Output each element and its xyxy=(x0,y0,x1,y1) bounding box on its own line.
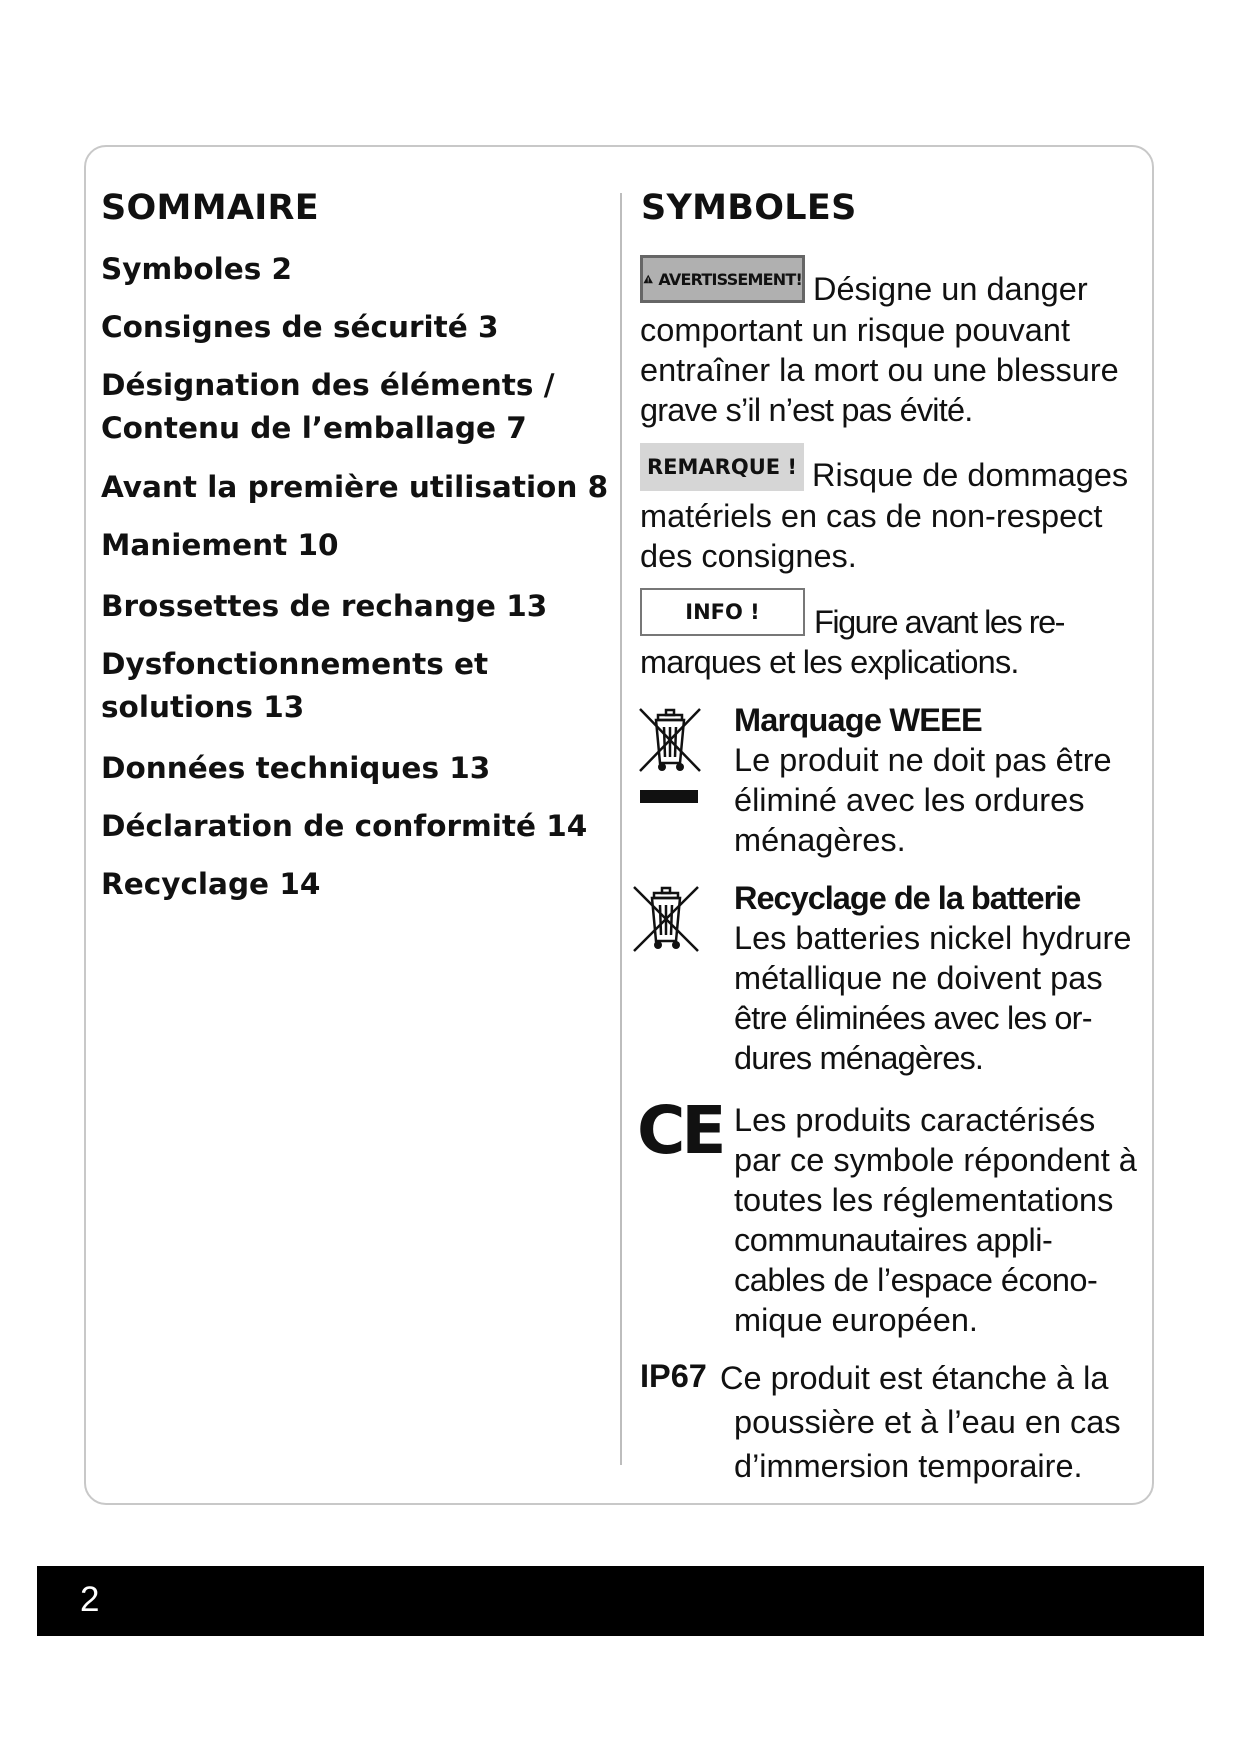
toc-item[interactable]: Dysfonctionnements et solutions 13 xyxy=(101,647,489,724)
battery-text-line3: être éliminées avec les or- xyxy=(734,1000,1092,1036)
toc-title: SOMMAIRE xyxy=(101,188,319,228)
battery-text-line1: Les batteries nickel hydrure xyxy=(734,920,1132,956)
ce-text-line5: cables de l’espace écono- xyxy=(734,1262,1098,1298)
toc-item[interactable]: Données techniques 13 xyxy=(101,751,491,785)
toc-item[interactable]: Recyclage 14 xyxy=(101,867,321,901)
toc-item[interactable]: Symboles 2 xyxy=(101,252,293,286)
info-badge: INFO ! xyxy=(640,588,805,636)
footer-bar xyxy=(37,1566,1204,1636)
warning-text-line1: Désigne un danger xyxy=(813,271,1088,307)
toc-item[interactable]: Déclaration de conformité 14 xyxy=(101,809,588,843)
note-text-line3: des consignes. xyxy=(640,538,857,574)
battery-bin-icon xyxy=(630,883,702,955)
warning-text-line2: comportant un risque pouvant xyxy=(640,312,1070,348)
ce-text-line1: Les produits caractérisés xyxy=(734,1102,1096,1138)
ip67-section xyxy=(720,1356,1150,1488)
crossed-bin-icon xyxy=(636,705,704,775)
ce-text-line6: mique européen. xyxy=(734,1302,978,1338)
note-text-line1: Risque de dommages xyxy=(812,457,1129,493)
ip67-label: IP67 xyxy=(640,1358,707,1394)
info-text-line1: Figure avant les re- xyxy=(814,604,1064,640)
battery-text-line4: dures ménagères. xyxy=(734,1040,984,1076)
battery-section xyxy=(734,878,1164,1078)
toc-item[interactable]: Brossettes de rechange 13 xyxy=(101,589,548,623)
note-text-line2: matériels en cas de non-respect xyxy=(640,498,1103,534)
ce-section xyxy=(734,1100,1164,1340)
warning-triangle-icon xyxy=(643,269,653,289)
weee-title: Marquage WEEE xyxy=(734,702,982,738)
weee-text-line3: ménagères. xyxy=(734,822,906,858)
ce-mark-icon: CE xyxy=(637,1092,723,1169)
ip67-text-line1: Ce produit est étanche à la xyxy=(720,1360,1109,1396)
toc-item[interactable]: Désignation des éléments / Contenu de l’emballage 7 xyxy=(101,368,555,445)
note-badge: REMARQUE ! xyxy=(640,443,804,491)
toc-item[interactable]: Consignes de sécurité 3 xyxy=(101,310,499,344)
weee-section xyxy=(734,700,1164,860)
warning-text-line4: grave s’il n’est pas évité. xyxy=(640,392,973,428)
symbols-title: SYMBOLES xyxy=(641,188,857,228)
ip67-text-line2: poussière et à l’eau en cas xyxy=(734,1404,1121,1440)
weee-bar xyxy=(640,790,698,803)
weee-text-line2: éliminé avec les ordures xyxy=(734,782,1085,818)
toc-item[interactable]: Maniement 10 xyxy=(101,528,339,562)
warning-badge: AVERTISSEMENT! xyxy=(640,255,805,303)
page-number: 2 xyxy=(80,1580,100,1619)
warning-text-line3: entraîner la mort ou une blessure xyxy=(640,352,1119,388)
battery-text-line2: métallique ne doivent pas xyxy=(734,960,1103,996)
toc-item[interactable]: Avant la première utilisation 8 xyxy=(101,470,609,504)
battery-title: Recyclage de la batterie xyxy=(734,880,1081,916)
ce-text-line2: par ce symbole répondent à xyxy=(734,1142,1137,1178)
column-divider xyxy=(620,193,622,1465)
info-text-line2: marques et les explications. xyxy=(640,644,1019,680)
weee-text-line1: Le produit ne doit pas être xyxy=(734,742,1112,778)
ce-text-line3: toutes les réglementations xyxy=(734,1182,1114,1218)
ip67-text-line3: d’immersion temporaire. xyxy=(734,1448,1083,1484)
ce-text-line4: communautaires appli- xyxy=(734,1222,1053,1258)
